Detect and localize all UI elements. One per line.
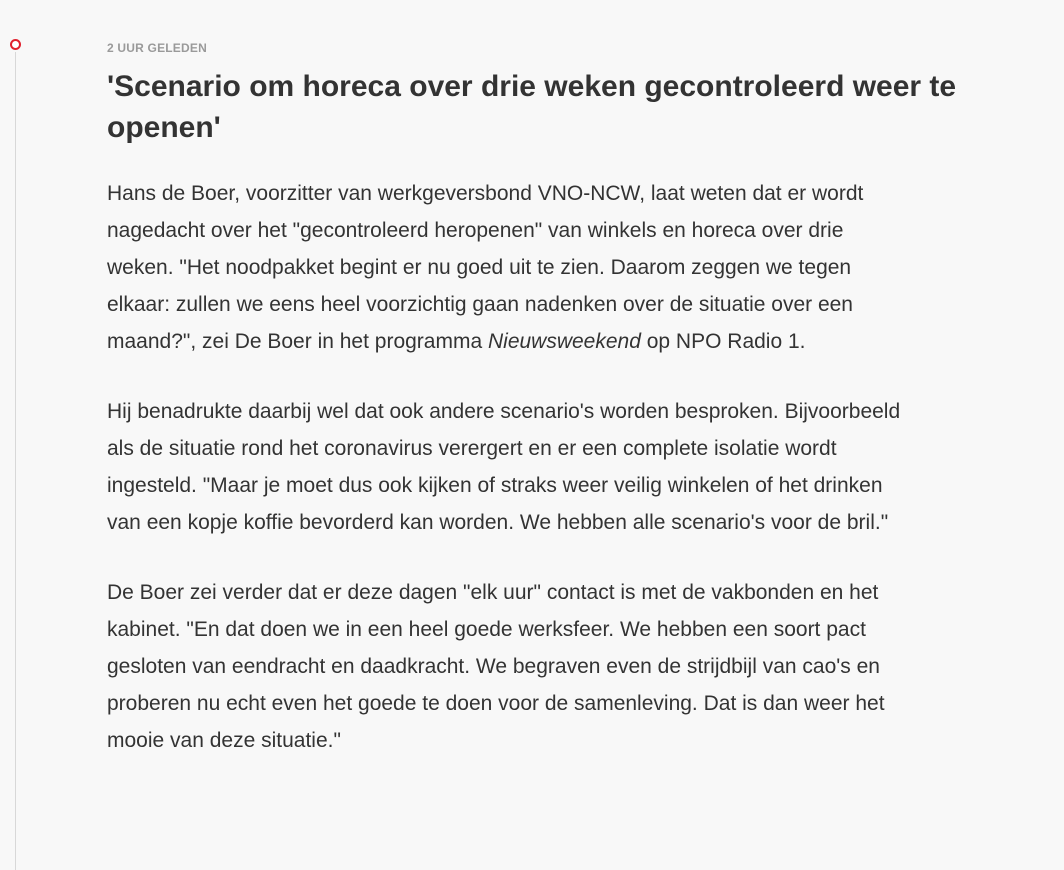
paragraph-3: De Boer zei verder dat er deze dagen "elk uur" contact is met de vakbonden en het kabinet. "En dat doen we in een heel goede werksfeer. We hebben een soort pact gesloten van eendracht en daadkracht. We begraven even de strijdbijl van cao's en proberen nu echt even het goede te doen voor de samenleving. Dat is dan weer het mooie van deze situatie." — [107, 581, 885, 752]
paragraph-1-text-end: op NPO Radio 1. — [640, 330, 806, 353]
paragraph-1 — [107, 175, 907, 360]
article-body — [107, 175, 907, 759]
timeline-dot-icon — [10, 39, 21, 50]
article-headline: 'Scenario om horeca over drie weken gecontroleerd weer te openen' — [107, 70, 957, 144]
timeline-line — [15, 52, 16, 870]
liveblog-item — [107, 40, 967, 792]
paragraph-1-text-start: Hans de Boer, voorzitter van werkgeversbond VNO-NCW, laat weten dat er wordt nagedacht over het "gecontroleerd heropenen" van winkels en horeca over drie weken. "Het noodpakket begint er nu goed uit te zien. Daarom zeggen we tegen elkaar: zullen we eens heel voorzichtig gaan nadenken over de situatie over een maand?", zei De Boer in het programma — [107, 182, 864, 353]
program-name: Nieuwsweekend — [487, 330, 641, 353]
paragraph-2: Hij benadrukte daarbij wel dat ook andere scenario's worden besproken. Bijvoorbeeld als de situatie rond het coronavirus verergert en er een complete isolatie wordt ingesteld. "Maar je moet dus ook kijken of straks weer veilig winkelen of het drinken van een kopje koffie bevorderd kan worden. We hebben alle scenario's voor de bril." — [107, 400, 901, 534]
timestamp: 2 UUR GELEDEN — [107, 41, 207, 55]
